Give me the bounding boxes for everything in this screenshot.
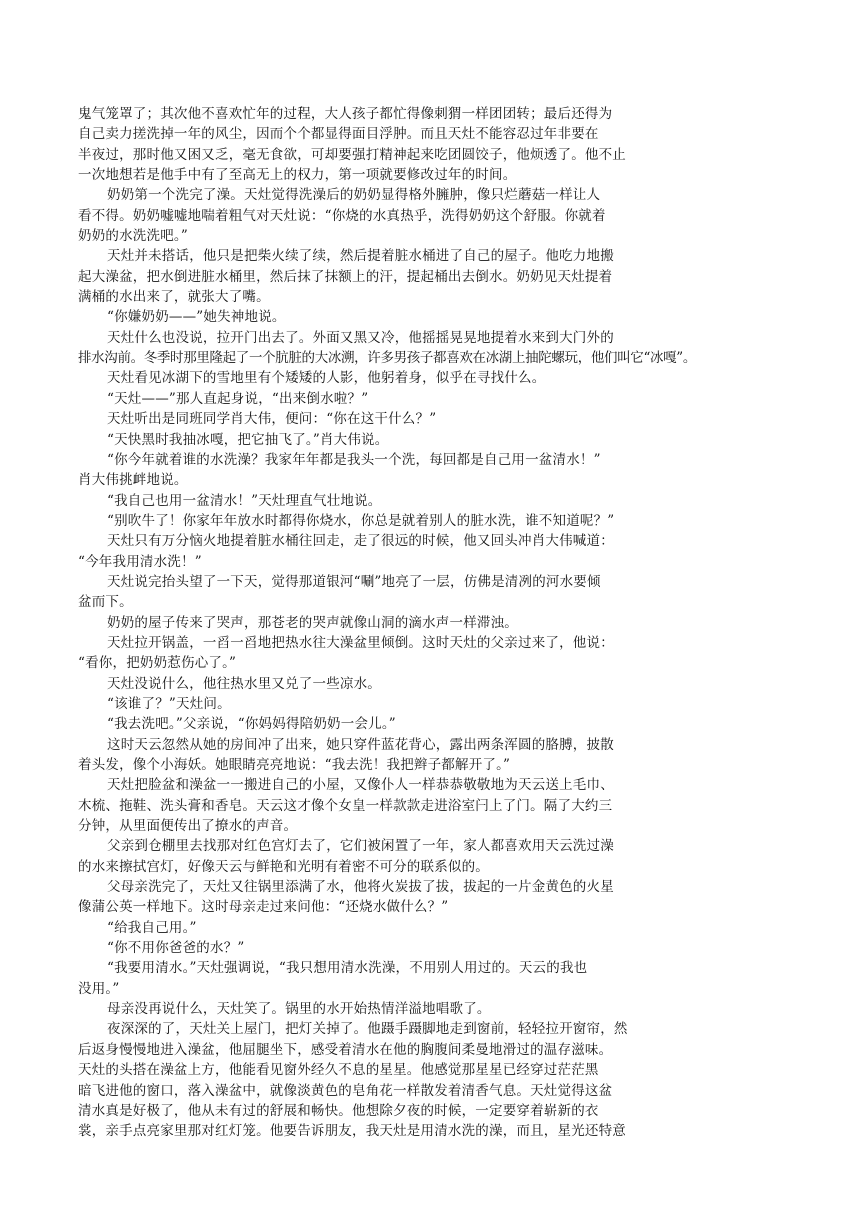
text-line: “我自己也用一盆清水！”天灶理直气壮地说。 bbox=[107, 492, 382, 509]
text-line: 天灶把脸盆和澡盆一一搬进自己的小屋，又像仆人一样恭恭敬敬地为天云送上毛巾、 bbox=[107, 777, 614, 794]
text-line: 父母亲洗完了，天灶又往锅里添满了水，他将火炭拔了拔，拔起的一片金黄色的火星 bbox=[107, 879, 614, 896]
text-line: 奶奶的水洗洗吧。” bbox=[78, 228, 188, 245]
text-line: 父亲到仓棚里去找那对红色宫灯去了，它们被闲置了一年，家人都喜欢用天云洗过澡 bbox=[107, 838, 614, 855]
text-line: 母亲没再说什么，天灶笑了。锅里的水开始热情洋溢地唱歌了。 bbox=[107, 1001, 491, 1018]
text-line: “给我自己用。” bbox=[107, 919, 197, 936]
text-line: 自己卖力搓洗掉一年的风尘，因而个个都显得面目浮肿。而且天灶不能容忍过年非要在 bbox=[78, 126, 599, 143]
text-line: 盆而下。 bbox=[78, 594, 133, 611]
body-text bbox=[78, 104, 778, 1142]
text-line: 木梳、拖鞋、洗头膏和香皂。天云这才像个女皇一样款款走进浴室闩上了门。隔了大约三 bbox=[78, 797, 613, 814]
text-line: “你嫌奶奶——”她失神地说。 bbox=[107, 309, 286, 326]
text-line: “该谁了？”天灶问。 bbox=[107, 695, 231, 712]
text-line: 像蒲公英一样地下。这时母亲走过来问他：“还烧水做什么？” bbox=[78, 899, 449, 916]
text-line: 着头发，像个小海妖。她眼睛亮亮地说：“我去洗！我把辫子都解开了。” bbox=[78, 757, 511, 773]
text-line: 夜深深的了，天灶关上屋门，把灯关掉了。他蹑手蹑脚地走到窗前，轻轻拉开窗帘，然 bbox=[107, 1021, 628, 1038]
text-line: 天灶并未搭话，他只是把柴火续了续，然后提着脏水桶进了自己的屋子。他吃力地搬 bbox=[107, 248, 614, 265]
text-line: 起大澡盆，把水倒进脏水桶里，然后抹了抹额上的汗，提起桶出去倒水。奶奶见天灶提着 bbox=[78, 268, 613, 285]
text-line: 奶奶的屋子传来了哭声，那苍老的哭声就像山洞的滴水声一样滞浊。 bbox=[107, 614, 518, 631]
text-line: 肖大伟挑衅地说。 bbox=[78, 472, 188, 489]
text-line: 天灶看见冰湖下的雪地里有个矮矮的人影，他躬着身，似乎在寻找什么。 bbox=[107, 370, 546, 387]
text-line: 天灶的头搭在澡盆上方，他能看见窗外经久不息的星星。他感觉那星星已经穿过茫茫黑 bbox=[78, 1062, 599, 1079]
text-line: 暗飞进他的窗口，落入澡盆中，就像淡黄色的皂角花一样散发着清香气息。天灶觉得这盆 bbox=[78, 1082, 613, 1099]
text-line: “天快黑时我抽冰嘎，把它抽飞了。”肖大伟说。 bbox=[107, 431, 389, 448]
text-line: “你今年就着谁的水洗澡？我家年年都是我头一个洗，每回都是自己用一盆清水！” bbox=[107, 451, 601, 468]
text-line: 天灶只有万分恼火地提着脏水桶往回走，走了很远的时候，他又回头冲肖大伟喊道： bbox=[107, 533, 614, 550]
text-line: 后返身慢慢地进入澡盆，他屈腿坐下，感受着清水在他的胸腹间柔曼地滑过的温存滋味。 bbox=[78, 1041, 613, 1058]
text-line: “今年我用清水洗！” bbox=[78, 553, 202, 570]
text-line: “我去洗吧。”父亲说，“你妈妈得陪奶奶一会儿。” bbox=[107, 716, 396, 733]
text-line: “别吹牛了！你家年年放水时都得你烧水，你总是就着别人的脏水洗，谁不知道呢？” bbox=[107, 512, 615, 529]
text-line: 天灶拉开锅盖，一舀一舀地把热水往大澡盆里倾倒。这时天灶的父亲过来了，他说： bbox=[107, 634, 614, 651]
text-line: 天灶什么也没说，拉开门出去了。外面又黑又冷，他摇摇晃晃地提着水来到大门外的 bbox=[107, 329, 614, 346]
text-line: 天灶说完抬头望了一下天，觉得那道银河“唰”地亮了一层，仿佛是清冽的河水要倾 bbox=[107, 573, 601, 590]
text-line: 这时天云忽然从她的房间冲了出来，她只穿件蓝花背心，露出两条浑圆的胳膊，披散 bbox=[107, 736, 614, 753]
text-line: 半夜过，那时他又困又乏，毫无食欲，可却要强打精神起来吃团圆饺子，他烦透了。他不止 bbox=[78, 146, 626, 163]
text-line: “看你，把奶奶惹伤心了。” bbox=[78, 655, 237, 672]
text-line: 鬼气笼罩了；其次他不喜欢忙年的过程，大人孩子都忙得像刺猬一样团团转；最后还得为 bbox=[78, 106, 613, 122]
text-line: 奶奶第一个洗完了澡。天灶觉得洗澡后的奶奶显得格外臃肿，像只烂蘑菇一样让人 bbox=[107, 187, 601, 204]
text-line: “你不用你爸爸的水？” bbox=[107, 940, 245, 957]
text-line: 分钟，从里面便传出了撩水的声音。 bbox=[78, 818, 298, 835]
text-line: 的水来擦拭宫灯，好像天云与鲜艳和光明有着密不可分的联系似的。 bbox=[78, 858, 489, 875]
text-line: 天灶听出是同班同学肖大伟，便问：“你在这干什么？” bbox=[107, 411, 437, 428]
text-line: “天灶——”那人直起身说，“出来倒水啦？” bbox=[107, 390, 369, 407]
text-line: 天灶没说什么，他往热水里又兑了一些凉水。 bbox=[107, 675, 381, 692]
text-line: 没用。” bbox=[78, 980, 120, 997]
text-line: 满桶的水出来了，就张大了嘴。 bbox=[78, 289, 270, 306]
text-line: 看不得。奶奶嘘嘘地喘着粗气对天灶说：“你烧的水真热乎，洗得奶奶这个舒服。你就着 bbox=[78, 207, 606, 224]
text-line: 排水沟前。冬季时那里隆起了一个肮脏的大冰溯，许多男孩子都喜欢在冰湖上抽陀螺玩，他们叫它“冰嘎”。 bbox=[78, 350, 697, 367]
text-line: 清水真是好极了，他从未有过的舒展和畅快。他想除夕夜的时候，一定要穿着崭新的衣 bbox=[78, 1102, 599, 1119]
text-line: 一次地想若是他手中有了至高无上的权力，第一项就要修改过年的时间。 bbox=[78, 167, 517, 184]
text-line: 裳，亲手点亮家里那对红灯笼。他要告诉朋友，我天灶是用清水洗的澡，而且，星光还特意 bbox=[78, 1123, 626, 1140]
text-line: “我要用清水。”天灶强调说，“我只想用清水洗澡，不用别人用过的。天云的我也 bbox=[107, 960, 588, 977]
